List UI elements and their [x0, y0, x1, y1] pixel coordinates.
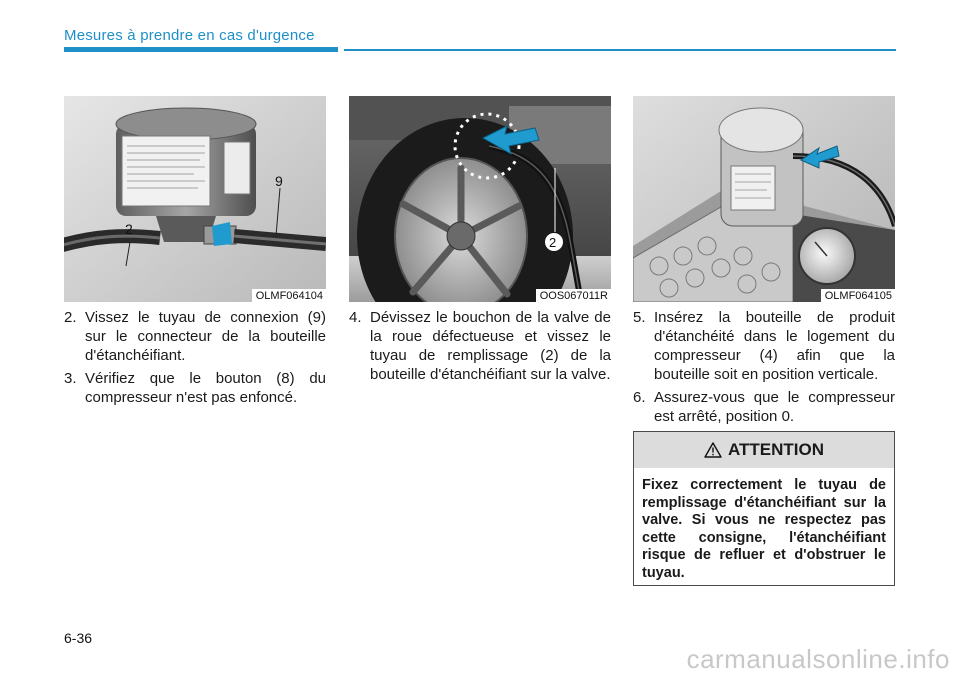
figure-sealant-bottle [64, 96, 326, 302]
section-title: Mesures à prendre en cas d'urgence [64, 27, 315, 44]
figure-compressor [633, 96, 895, 302]
step-text: Vérifiez que le bouton (8) du compresseur n'est pas enfoncé. [85, 370, 326, 406]
callout-9: 9 [275, 173, 283, 189]
callout-2: 2 [125, 221, 133, 237]
step-4 [349, 308, 611, 384]
step-text: Dévissez le bouchon de la valve de la roue défectueuse et vissez le tuyau de remplissage (2) de la bouteille d'étanchéifiant sur la valve. [370, 309, 611, 383]
sealant-bottle-illustration [64, 96, 326, 302]
step-6 [633, 388, 895, 426]
attention-title: ATTENTION [727, 440, 824, 459]
attention-box [633, 431, 895, 586]
step-text: Insérez la bouteille de produit d'étanchéité dans le logement du compresseur (4) afin que la bouteille soit en position verticale. [654, 309, 895, 383]
step-number: 5. [633, 309, 646, 326]
header-rule [344, 49, 896, 51]
step-text: Assurez-vous que le compresseur est arrêté, position 0. [654, 389, 895, 425]
watermark: carmanualsonline.info [686, 644, 950, 674]
step-3 [64, 369, 326, 407]
compressor-illustration [633, 96, 895, 302]
step-number: 2. [64, 309, 77, 326]
tyre-valve-illustration [349, 96, 611, 302]
attention-text: Fixez correctement le tuyau de remplissage d'étanchéifiant sur la valve. Si vous ne respectez pas cette consigne, l'étanchéifiant risque de refluer et d'obstruer le tuyau. [642, 477, 886, 581]
figure-code: OLMF064104 [252, 289, 326, 302]
figure-tyre-valve [349, 96, 611, 302]
instructions-column-3 [633, 308, 895, 430]
figure-code: OOS067011R [536, 289, 611, 302]
figure-code: OLMF064105 [821, 289, 895, 302]
attention-header [634, 432, 894, 468]
callout-2: 2 [549, 235, 557, 250]
warning-icon [704, 442, 722, 458]
step-number: 3. [64, 370, 77, 387]
step-text: Vissez le tuyau de connexion (9) sur le connecteur de la bouteille d'étanchéifiant. [85, 309, 326, 364]
header-accent-bar [64, 47, 338, 52]
step-number: 4. [349, 309, 362, 326]
step-5 [633, 308, 895, 384]
instructions-column-1 [64, 308, 326, 411]
step-2 [64, 308, 326, 365]
instructions-column-2 [349, 308, 611, 388]
step-number: 6. [633, 389, 646, 406]
page-number: 6-36 [64, 630, 93, 646]
